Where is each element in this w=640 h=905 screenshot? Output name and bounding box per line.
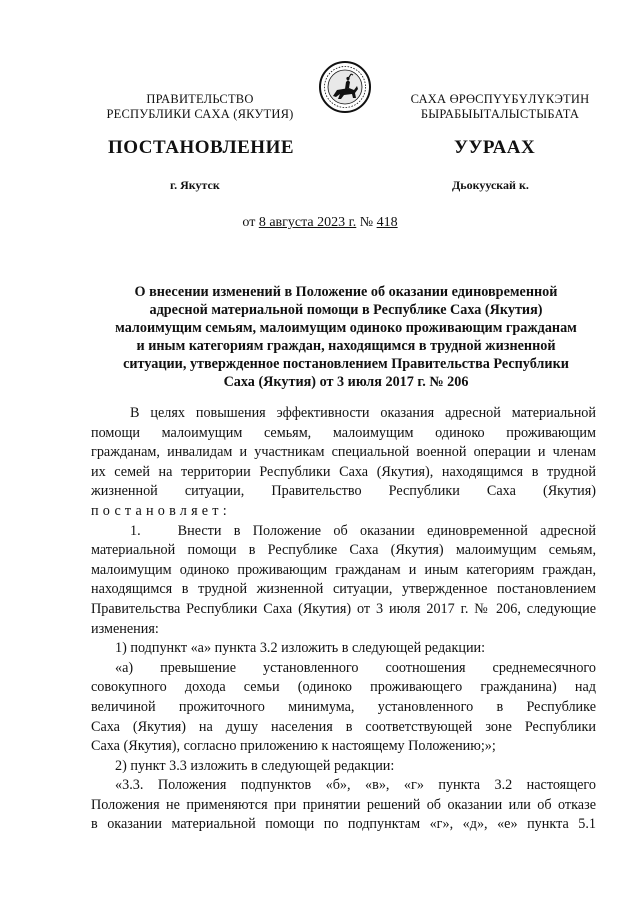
title-line: ситуации, утвержденное постановлением Правительства Республики: [123, 356, 569, 372]
date-line: [0, 215, 640, 231]
subitem1-line: величиной прожиточного минимума, установленного в Республике: [91, 698, 596, 715]
date-prefix: от: [242, 215, 256, 230]
item1-line: малоимущим одиноко проживающим гражданам и иным категориям граждан,: [91, 561, 596, 578]
doc-type-yakut: УУРААХ: [454, 137, 536, 158]
header-right-block: [395, 92, 605, 122]
item1-line: Правительства Республики Саха (Якутия) от 3 июля 2017 г. № 206, следующие: [91, 600, 596, 617]
preamble-line: гражданам, инвалидам и участникам специальной военной операции и членам: [91, 444, 596, 461]
coat-of-arms-emblem-icon: [318, 60, 372, 114]
doc-type-russian: ПОСТАНОВЛЕНИЕ: [108, 137, 295, 158]
item1-line: находящимся в трудной жизненной ситуации, утвержденное постановлением: [91, 581, 596, 598]
number-sign: №: [359, 215, 374, 230]
document-body: [91, 404, 596, 835]
city-russian: г. Якутск: [170, 178, 220, 192]
subitem2-line: «3.3. Положения подпунктов «б», «в», «г» пункта 3.2 настоящего: [115, 777, 596, 794]
item1-number: 1.: [130, 522, 141, 539]
item1-text: Внести в Положение об оказании единовременной адресной: [177, 522, 596, 539]
title-line: адресной материальной помощи в Республике Саха (Якутия): [149, 302, 543, 318]
item1-line: изменения:: [91, 620, 159, 637]
item1-line: материальной помощи в Республике Саха (Якутия) малоимущим семьям,: [91, 542, 596, 559]
title-line: малоимущим семьям, малоимущим одиноко проживающим гражданам: [115, 320, 577, 336]
header-left-line2: РЕСПУБЛИКИ САХА (ЯКУТИЯ): [106, 107, 294, 121]
title-line: О внесении изменений в Положение об оказании единовременной: [134, 284, 558, 300]
preamble-line: помощи малоимущим семьям, малоимущим одиноко проживающим: [91, 424, 596, 441]
subitem1-heading: 1) подпункт «а» пункта 3.2 изложить в следующей редакции:: [115, 640, 486, 657]
subitem1-line: совокупного дохода семьи (одиноко проживающего гражданина) над: [91, 679, 596, 696]
preamble-line: их семей на территории Республики Саха (Якутия), находящимся в трудной: [91, 463, 596, 480]
title-line: Саха (Якутия) от 3 июля 2017 г. № 206: [223, 374, 469, 390]
document-number: 418: [376, 215, 398, 230]
document-title: [90, 283, 602, 391]
header-left-block: [100, 92, 300, 122]
subitem1-line: Саха (Якутия) на душу населения в соответствующей зоне Республики: [91, 718, 596, 735]
preamble-line: жизненной ситуации, Правительство Республики Саха (Якутия): [91, 483, 596, 500]
subitem2-line: в оказании материальной помощи по подпунктам «г», «д», «е» пункта 5.1: [91, 816, 596, 833]
subitem2-line: Положения не применяются при принятии решений об оказании или об отказе: [91, 796, 596, 813]
header-left-line1: ПРАВИТЕЛЬСТВО: [146, 92, 254, 106]
item1-first-line: [91, 522, 596, 542]
title-line: и иным категориям граждан, находящимся в трудной жизненной: [136, 338, 556, 354]
subitem2-heading: 2) пункт 3.3 изложить в следующей редакции:: [115, 757, 395, 774]
subitem1-line: «а) превышение установленного соотношения среднемесячного: [115, 659, 596, 676]
city-yakut: Дьокуускай к.: [452, 178, 529, 192]
decrees-word: постановляет:: [91, 502, 231, 519]
preamble-line: В целях повышения эффективности оказания адресной материальной: [130, 405, 596, 421]
header-right-line2: БЫРАБЫЫТАЛЫСТЫБАТА: [420, 107, 580, 121]
subitem1-line: Саха (Якутия), согласно приложению к настоящему Положению;»;: [91, 738, 496, 755]
header-right-line1: САХА ӨРӨСПҮҮБҮЛҮКЭТИН: [410, 92, 590, 106]
document-date: 8 августа 2023 г.: [258, 215, 357, 230]
